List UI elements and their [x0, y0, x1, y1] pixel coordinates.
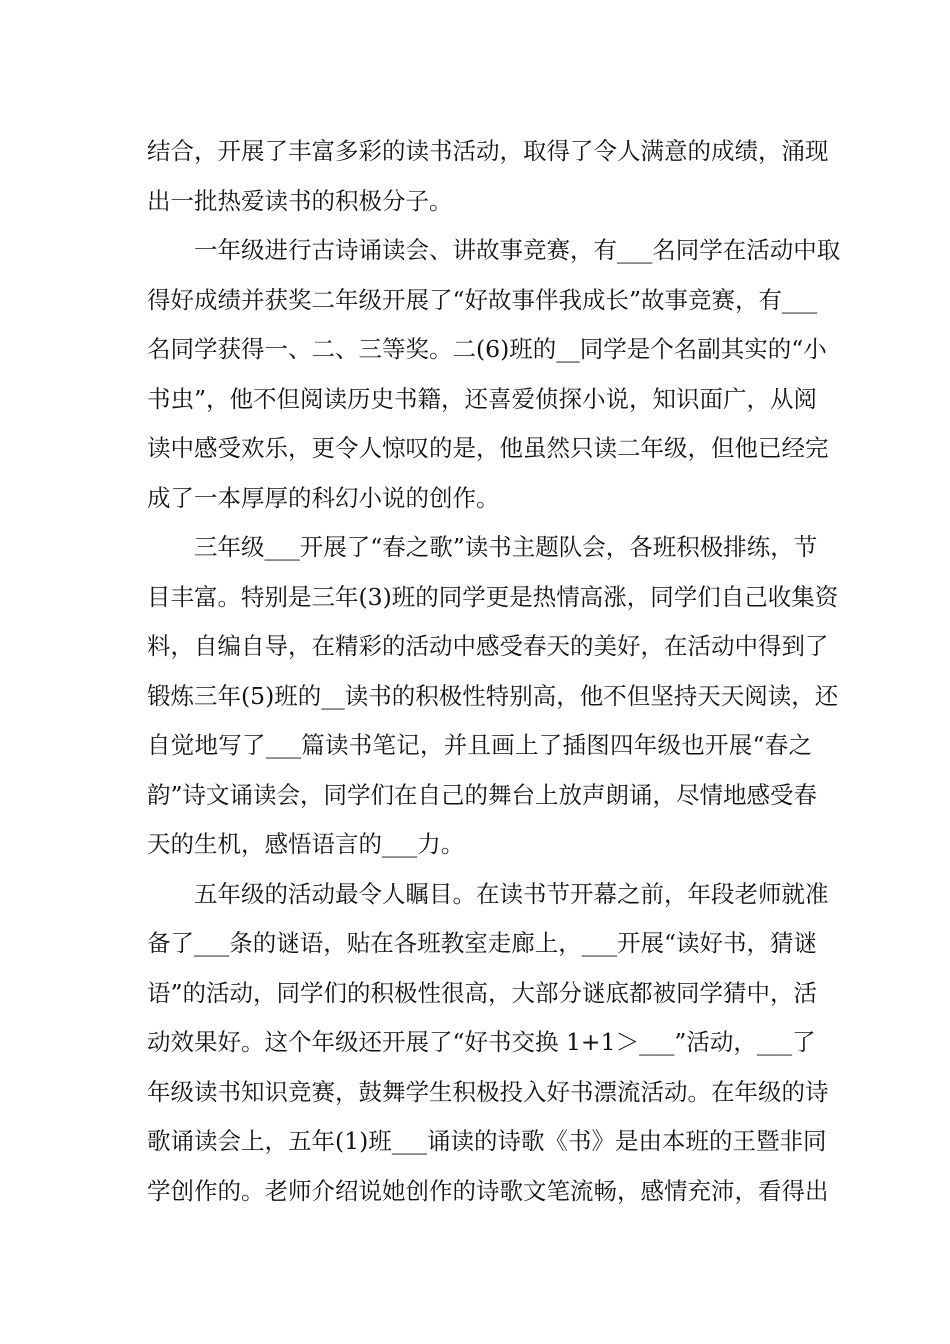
text-line: 一年级进行古诗诵读会、讲故事竞赛，有___名同学在活动中取	[194, 236, 841, 264]
text-line: 学创作的。老师介绍说她创作的诗歌文笔流畅，感情充沛，看得出	[147, 1176, 829, 1205]
text-line: 动效果好。这个年级还开展了“好书交换 1+1＞___”活动，___了	[147, 1028, 816, 1056]
paragraph	[147, 523, 839, 870]
text-line: 年级读书知识竞赛，鼓舞学生积极投入好书漂流活动。在年级的诗	[147, 1077, 829, 1106]
text-line: 自觉地写了___篇读书笔记，并且画上了插图四年级也开展“春之	[147, 731, 812, 759]
text-line: 备了___条的谜语，贴在各班教室走廊上，___开展“读好书，猜谜	[147, 929, 818, 957]
text-line: 韵”诗文诵读会，同学们在自己的舞台上放声朗诵，尽情地感受春	[147, 780, 818, 809]
text-line: 天的生机，感悟语言的___力。	[147, 830, 465, 858]
text-line: 目丰富。特别是三年(3)班的同学更是热情高涨，同学们自己收集资	[147, 582, 839, 611]
text-line: 名同学获得一、二、三等奖。二(6)班的__同学是个名副其实的“小	[147, 335, 827, 363]
text-line: 歌诵读会上，五年(1)班___诵读的诗歌《书》是由本班的王暨非同	[147, 1127, 827, 1155]
text-line: 五年级的活动最令人瞩目。在读书节开幕之前，年段老师就准	[194, 879, 829, 908]
text-line: 料，自编自导，在精彩的活动中感受春天的美好，在活动中得到了	[147, 632, 829, 660]
text-line: 读中感受欢乐，更令人惊叹的是，他虽然只读二年级，但他已经完	[147, 434, 829, 462]
text-line: 成了一本厚厚的科幻小说的创作。	[147, 483, 500, 512]
text-line: 锻炼三年(5)班的__读书的积极性特别高，他不但坚持天天阅读，还	[147, 681, 839, 710]
text-line: 三年级___开展了“春之歌”读书主题队会，各班积极排练，节	[194, 533, 818, 561]
text-line: 结合，开展了丰富多彩的读书活动，取得了令人满意的成绩，涌现	[147, 137, 829, 165]
text-line: 出一批热爱读书的积极分子。	[147, 186, 453, 215]
paragraph	[147, 870, 829, 1217]
text-line: 得好成绩并获奖二年级开展了“好故事伴我成长”故事竞赛，有___	[147, 285, 818, 314]
text-line: 书虫”，他不但阅读历史书籍，还喜爱侦探小说，知识面广，从阅	[147, 384, 818, 413]
text-line: 语”的活动，同学们的积极性很高，大部分谜底都被同学猜中，活	[147, 978, 818, 1007]
paragraph	[147, 226, 841, 523]
document-body	[147, 127, 841, 1216]
paragraph	[147, 127, 829, 226]
